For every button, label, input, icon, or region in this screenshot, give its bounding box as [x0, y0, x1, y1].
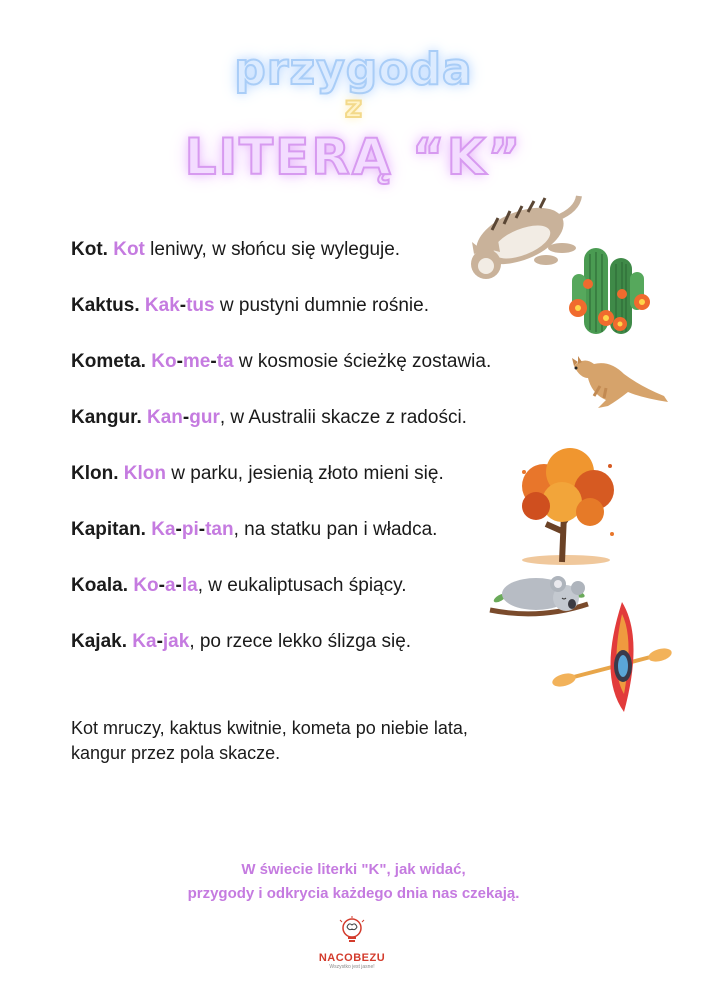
closing-line: kangur przez pola skacze.: [71, 743, 281, 763]
verse-text: w parku, jesienią złoto mieni się.: [166, 463, 444, 484]
syllable: ta: [216, 351, 234, 372]
syllable: Kan: [147, 407, 183, 428]
syllable: a: [164, 575, 176, 596]
title-line-przygoda: przygoda: [234, 44, 473, 95]
verse-keyword: Kajak.: [71, 631, 127, 652]
syllable-hyphen: -: [198, 519, 206, 540]
syllable: Klon: [123, 463, 166, 484]
nacobezu-logo: [302, 916, 402, 970]
syllable: gur: [189, 407, 220, 428]
verse-keyword: Kapitan.: [71, 519, 146, 540]
verse-text: w kosmosie ścieżkę zostawia.: [233, 351, 492, 372]
cactus-image: [562, 238, 658, 340]
syllable: tus: [186, 295, 215, 316]
syllable: Kak: [144, 295, 180, 316]
syllable-hyphen: -: [182, 407, 190, 428]
verse-line: [71, 406, 467, 430]
moral-line: przygody i odkrycia każdego dnia nas czekają.: [187, 885, 520, 902]
verse-text: , w eukaliptusach śpiący.: [197, 575, 407, 596]
logo-tagline: Wszystko jest jasne!: [329, 964, 375, 970]
verse-keyword: Kometa.: [71, 351, 146, 372]
verse-text: , na statku pan i władca.: [233, 519, 438, 540]
syllable: tan: [205, 519, 234, 540]
closing-line: Kot mruczy, kaktus kwitnie, kometa po niebie lata,: [71, 718, 468, 738]
verse-text: w pustyni dumnie rośnie.: [214, 295, 429, 316]
syllable: Ko: [133, 575, 159, 596]
kayak-image: [550, 600, 674, 714]
verse-text: leniwy, w słońcu się wyleguje.: [144, 239, 401, 260]
title-line-z: z: [344, 90, 363, 125]
verse-keyword: Kaktus.: [71, 295, 140, 316]
syllable: me: [182, 351, 211, 372]
syllable: Ko: [151, 351, 177, 372]
verse-line: [71, 350, 491, 374]
verse-keyword: Kot.: [71, 239, 108, 260]
verse-line: [71, 294, 429, 318]
verse-line: [71, 462, 444, 486]
closing-text: [71, 716, 468, 766]
verse-line: [71, 518, 437, 542]
verse-text: , w Australii skacze z radości.: [219, 407, 467, 428]
syllable-hyphen: -: [158, 575, 165, 596]
moral-text: [0, 858, 707, 906]
syllable: Ka: [151, 519, 176, 540]
syllable-hyphen: -: [175, 519, 182, 540]
verse-keyword: Koala.: [71, 575, 129, 596]
syllable: Ka: [132, 631, 157, 652]
moral-line: W świecie literki "K", jak widać,: [241, 861, 466, 878]
syllable: la: [181, 575, 198, 596]
verse-text: , po rzece lekko ślizga się.: [189, 631, 412, 652]
logo-brand: NACOBEZU: [318, 952, 386, 964]
syllable: Kot: [113, 239, 145, 260]
syllable-hyphen: -: [176, 351, 183, 372]
verse-line: [71, 630, 411, 654]
kangaroo-image: [566, 352, 670, 412]
syllable: pi: [181, 519, 199, 540]
syllable-hyphen: -: [210, 351, 217, 372]
lightbulb-brain-icon: [337, 916, 367, 946]
verse-keyword: Kangur.: [71, 407, 142, 428]
verse-keyword: Klon.: [71, 463, 119, 484]
syllable-hyphen: -: [179, 295, 187, 316]
title-line-litera-k: LITERĄ “K”: [184, 128, 523, 186]
syllable-hyphen: -: [175, 575, 182, 596]
syllable: jak: [162, 631, 190, 652]
syllable-hyphen: -: [156, 631, 163, 652]
verse-line: [71, 238, 400, 262]
maple-tree-image: [514, 442, 618, 568]
verse-line: [71, 574, 406, 598]
